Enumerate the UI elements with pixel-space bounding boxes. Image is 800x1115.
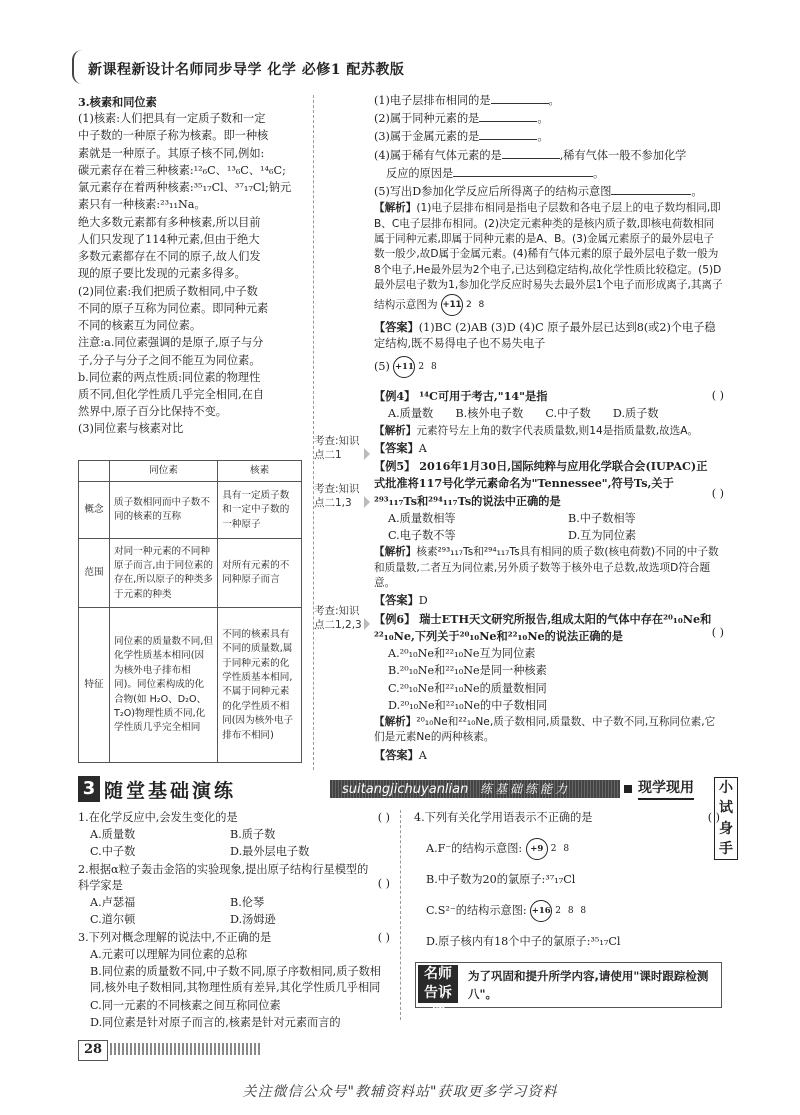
- text-line: (1)核素:人们把具有一定质子数和一定: [78, 112, 266, 126]
- fluoride-structure-diagram: [526, 838, 571, 860]
- options-row: [374, 528, 724, 544]
- text-line: b.同位素的两点性质:同位素的物理性: [78, 370, 261, 384]
- answer-tag: 【答案】: [374, 440, 419, 455]
- answer-paren: ( ): [377, 876, 390, 890]
- row-label: 特征: [79, 608, 110, 763]
- options-row: [78, 827, 390, 843]
- jiexi-tag: 【解析】: [374, 424, 417, 437]
- table-header: 同位素: [110, 461, 218, 482]
- text-line: 素只有一种核素:²³₁₁Na。: [78, 198, 206, 212]
- text-line: 现的原子要比发现的元素多得多。: [78, 267, 246, 281]
- q1-text: (1)电子层排布相同的是: [374, 94, 491, 107]
- text-line: 质不同,但化学性质几乎完全相同,在自: [78, 387, 265, 401]
- page-number-hatch: [110, 1043, 260, 1055]
- answer-text: A: [418, 441, 427, 455]
- answer-paren: ( ): [707, 811, 720, 824]
- answer-text: A: [418, 748, 427, 762]
- answer-text: (5): [374, 360, 390, 374]
- table-row: [79, 539, 302, 608]
- answer-paren: ( ): [377, 930, 390, 944]
- text-line: 中子数的一种原子称为核素。即一种核: [78, 129, 269, 143]
- question-line: (3)属于金属元素的是 。: [374, 130, 549, 144]
- option: D.同位素是针对原子而言的,核素是针对元素而言的: [90, 1015, 341, 1029]
- q4-text: (4)属于稀有气体元素的是: [374, 148, 502, 162]
- text-line: 素就是一种原子。其原子核不同,例如:: [78, 146, 265, 160]
- text-line: 氯元素存在着两种核素:³⁵₁₇Cl、³⁷₁₇Cl;钠元: [78, 181, 292, 195]
- answer-text: (1)BC (2)AB (3)D (4)C 原子最外层已达到8(或2)个电子稳定结构,既不易得电子也不易失电子: [374, 320, 716, 350]
- table-cell: 不同的核素具有不同的质量数,属于同种元素的化学性质基本相同,不属于同种元素的化学性质不相同(因为核外电子排布不相同): [218, 608, 302, 763]
- example-6: [374, 611, 724, 645]
- section-heading: 3.核素和同位素: [78, 95, 157, 109]
- explanation: [374, 545, 724, 591]
- option: A.²⁰₁₀Ne和²²₁₀Ne互为同位素: [388, 647, 536, 661]
- question-line: (5)写出D参加化学反应后所得离子的结构示意图 。: [374, 185, 703, 199]
- answer-blank: [479, 110, 537, 122]
- banner-slogan: 练基础练能力: [480, 782, 571, 796]
- answer-block: [374, 747, 724, 764]
- option: B.²⁰₁₀Ne和²²₁₀Ne是同一种核素: [388, 664, 547, 678]
- practice-question: [78, 810, 390, 826]
- electron-shells: 2 8: [465, 299, 487, 310]
- answer-blank: [479, 128, 537, 140]
- q3-text: (3)属于金属元素的是: [374, 130, 480, 144]
- option: B.同位素的质量数不同,中子数不同,原子序数相同,质子数相同,核外电子数相同,其物理性质有差异,其化学性质几乎相同: [90, 965, 381, 995]
- answer-tag: 【答案】: [374, 747, 419, 762]
- practice-question: [78, 930, 390, 946]
- jiexi-tag: 【解析】: [374, 202, 417, 215]
- text-line: 碳元素存在着三种核素:¹²₆C、¹³₆C、¹⁴₆C;: [78, 163, 286, 177]
- question-line: [374, 147, 724, 164]
- page-number: 28: [78, 1040, 108, 1061]
- options-row: [78, 844, 390, 860]
- table-cell: 同位素的质量数不同,但化学性质基本相同(因为核外电子排布相同)。同位素构成的化合物(如 H₂O、D₂O、T₂O)物理性质不同,化学性质几乎完全相同: [110, 608, 218, 763]
- example-stem: 【例5】 2016年1月30日,国际纯粹与应用化学联合会(IUPAC)正式批准将117号化学元素命名为"Tennessee",符号Ts,关于²⁹³₁₁₇Ts和²⁹⁴₁₁₇Ts的说法中正确的是: [374, 459, 708, 508]
- options-row: [78, 912, 390, 928]
- question-line: 反应的原因是 。: [386, 166, 605, 180]
- answer-paren: ( ): [711, 487, 724, 501]
- banner-stripe: [330, 780, 620, 798]
- table-cell: 质子数相同而中子数不同的核素的互称: [110, 482, 218, 539]
- option: D.最外层电子数: [230, 845, 310, 859]
- q4-text-b: ,稀有气体一般不参加化学: [559, 148, 687, 162]
- electron-shells: 2 8 8: [555, 906, 589, 917]
- practice-right: [414, 810, 720, 952]
- text-line: 人们只发现了114种元素,但由于绝大: [78, 232, 260, 246]
- table-row: [79, 482, 302, 539]
- footer-note: 关注微信公众号"教辅资料站"获取更多学习资料: [242, 1084, 558, 1100]
- practice-question: [414, 810, 720, 826]
- option: [414, 838, 720, 860]
- table-cell: 对同一种元素的不同种原子而言,由于同位素的存在,所以原子的种类多于元素的种类: [110, 539, 218, 608]
- explanation-text: 元素符号左上角的数字代表质量数,则14是指质量数,故选A。: [416, 424, 699, 437]
- option: C.中子数: [545, 407, 591, 421]
- banner-title: 随堂基础演练: [104, 780, 237, 802]
- question-stem: 3.下列对概念理解的说法中,不正确的是: [78, 930, 272, 944]
- option: A.元素可以理解为同位素的总称: [90, 947, 248, 961]
- answer-tag: 【答案】: [374, 593, 419, 608]
- table-corner: [79, 461, 110, 482]
- right-column: [374, 92, 724, 765]
- page-header: 新课程新设计名师同步导学 化学 必修1 配苏教版: [88, 62, 405, 78]
- option: A.卢瑟福: [90, 896, 136, 910]
- column-divider: [313, 95, 314, 770]
- answer-paren: ( ): [711, 389, 724, 403]
- sidebox-ref: 考查:知识点二1,3: [314, 482, 364, 510]
- answer-text: D: [418, 594, 428, 608]
- option: B.质子数: [230, 828, 276, 842]
- text-line: 不同的核素互为同位素。: [78, 319, 202, 333]
- explanation: [374, 715, 724, 746]
- answer-paren: ( ): [711, 625, 724, 639]
- question-stem: 1.在化学反应中,会发生变化的是: [78, 811, 238, 824]
- text-line: (2)同位素:我们把质子数相同,中子数: [78, 284, 258, 298]
- left-column: [78, 94, 308, 439]
- table-header: 核素: [218, 461, 302, 482]
- nucleus-circle: +11: [393, 356, 415, 378]
- text-line: 子,分子与分子之间不能互为同位素。: [78, 353, 261, 367]
- option: D.汤姆逊: [230, 913, 276, 927]
- explanation-text: (1)电子层排布相同是指电子层数和各电子层上的电子数均相同,即B、C电子层排布相同。(2)决定元素种类的是核内质子数,即核电荷数相同属于同种元素,即属于同种元素的是A、B。(3)金属元素原子的最外层电子数一般少,故D属于金属元素。(4)稀有气体元素的原子最外层电子数一般为8个电子,He最外层为2个电子,已达到稳定结构,故化学性质比较稳定。(5)D最外层电子数为1,参加化学反应时易失去最外层1个电子而形成离子,其离子结构示意图为: [374, 202, 723, 311]
- option: B.中子数为20的氯原子:³⁷₁₇Cl: [426, 873, 576, 887]
- practice-divider: [400, 810, 401, 1020]
- options-row: [374, 406, 724, 422]
- answer-blank: [491, 92, 549, 104]
- question-stem: 2.根据α粒子轰击金箔的实验现象,提出原子结构行星模型的科学家是: [78, 862, 369, 892]
- option: B.核外电子数: [455, 407, 524, 421]
- practice-left: [78, 810, 390, 1032]
- options-row: [78, 895, 390, 911]
- table-cell: 对所有元素的不同种原子而言: [218, 539, 302, 608]
- jiexi-tag: 【解析】: [374, 715, 417, 728]
- ion-structure-diagram: [441, 294, 486, 316]
- q4-text-c: 反应的原因是: [386, 166, 454, 180]
- explanation: [374, 424, 724, 439]
- sidebox-ref: 考查:知识点二1,2,3: [314, 604, 364, 632]
- question-line: (1)电子层排布相同的是 。: [374, 94, 560, 107]
- example-5: [374, 458, 724, 510]
- electron-shells: 2 8: [550, 844, 572, 855]
- answer-tag: 【答案】: [374, 319, 419, 334]
- option-text: A.F⁻的结构示意图:: [426, 842, 523, 856]
- table-cell: 具有一定质子数和一定中子数的一种原子: [218, 482, 302, 539]
- option-text: C.S²⁻的结构示意图:: [426, 904, 527, 918]
- option: D.原子核内有18个中子的氯原子:³⁵₁₇Cl: [426, 935, 621, 949]
- answer-blank: [611, 183, 691, 195]
- question-line: (2)属于同种元素的是 。: [374, 112, 549, 126]
- banner-square-icon: [624, 785, 632, 793]
- explanation-text: 核素²⁹³₁₁₇Ts和²⁹⁴₁₁₇Ts具有相同的质子数(核电荷数)不同的中子数和质量数,二者互为同位素,另外质子数等于核外电子总数,故选项D符合题意。: [374, 546, 719, 589]
- table-header-row: [79, 461, 302, 482]
- answer-block: [374, 440, 724, 457]
- row-label: 范围: [79, 539, 110, 608]
- banner-label: 现学现用: [638, 778, 694, 800]
- electron-shells: 2 8: [418, 362, 439, 373]
- option: D.质子数: [612, 407, 659, 421]
- header-bracket: [72, 50, 82, 84]
- text-line: (3)同位素与核素对比: [78, 422, 184, 436]
- option: D.互为同位素: [568, 529, 637, 543]
- text-line: 多数元素都存在不同的原子,故人们发: [78, 250, 261, 264]
- answer-blank: [502, 147, 560, 159]
- nucleus-circle: +11: [441, 294, 463, 316]
- option: C.中子数: [90, 845, 136, 859]
- teacher-tip-text: 为了巩固和提升所学内容,请使用"课时跟踪检测八"。: [468, 969, 709, 1002]
- answer-block: [374, 592, 724, 609]
- q5-text: (5)写出D参加化学反应后所得离子的结构示意图: [374, 185, 612, 199]
- example-stem: 【例6】 瑞士ETH天文研究所报告,组成太阳的气体中存在²⁰₁₀Ne和²²₁₀Ne,下列关于²⁰₁₀Ne和²²₁₀Ne的说法正确的是: [374, 611, 712, 643]
- option: A.质量数: [388, 407, 434, 421]
- banner-number: 3: [78, 776, 100, 802]
- jiexi-tag: 【解析】: [374, 546, 417, 559]
- table-row: [79, 608, 302, 763]
- row-label: 概念: [79, 482, 110, 539]
- sulfide-structure-diagram: [530, 900, 588, 922]
- question-stem: 4.下列有关化学用语表示不正确的是: [414, 811, 593, 824]
- option: D.²⁰₁₀Ne和²²₁₀Ne的中子数相同: [388, 698, 548, 712]
- option: A.质量数: [90, 828, 136, 842]
- practice-question: [78, 862, 390, 894]
- text-line: 绝大多数元素都有多种核素,所以目前: [78, 215, 261, 229]
- banner-pinyin: suitangjichuyanlian: [342, 782, 469, 797]
- option: C.同一元素的不同核素之间互称同位素: [90, 998, 281, 1012]
- explanation-text: ²⁰₁₀Ne和²²₁₀Ne,质子数相同,质量数、中子数不同,互称同位素,它们是元素Ne的两种核素。: [374, 715, 716, 744]
- nucleus-circle: +9: [526, 838, 548, 860]
- example-4: [374, 388, 724, 405]
- answer-block: [374, 319, 724, 352]
- option: B.中子数相等: [568, 511, 636, 525]
- explanation: [374, 201, 724, 315]
- example-stem: 【例4】 ¹⁴C可用于考古,"14"是指: [374, 389, 548, 404]
- comparison-table: [78, 460, 302, 763]
- sidebox-ref: 考查:知识点二1: [314, 434, 364, 462]
- answer-block: [374, 356, 724, 378]
- answer-paren: ( ): [377, 811, 390, 824]
- nucleus-circle: +16: [530, 900, 552, 922]
- option: B.伦琴: [230, 896, 265, 910]
- answer-blank: [453, 165, 593, 177]
- teacher-tip-box: [415, 962, 722, 1020]
- q2-text: (2)属于同种元素的是: [374, 112, 480, 126]
- text-line: 不同的原子互称为同位素。即同种元素: [78, 301, 269, 315]
- option: C.道尔顿: [90, 913, 136, 927]
- teacher-tip-badge: 名师告诉你: [418, 965, 458, 1003]
- text-line: 然界中,原子百分比保持不变。: [78, 405, 227, 419]
- text-line: 注意:a.同位素强调的是原子,原子与分: [78, 336, 264, 350]
- options-row: [374, 511, 724, 527]
- option: [414, 900, 720, 922]
- banner-label-boxed: 小试身手: [714, 777, 738, 860]
- option: C.²⁰₁₀Ne和²²₁₀Ne的质量数相同: [388, 681, 547, 695]
- ion-structure-diagram: [393, 356, 438, 378]
- option: C.电子数不等: [388, 529, 456, 543]
- option: A.质量数相等: [388, 511, 456, 525]
